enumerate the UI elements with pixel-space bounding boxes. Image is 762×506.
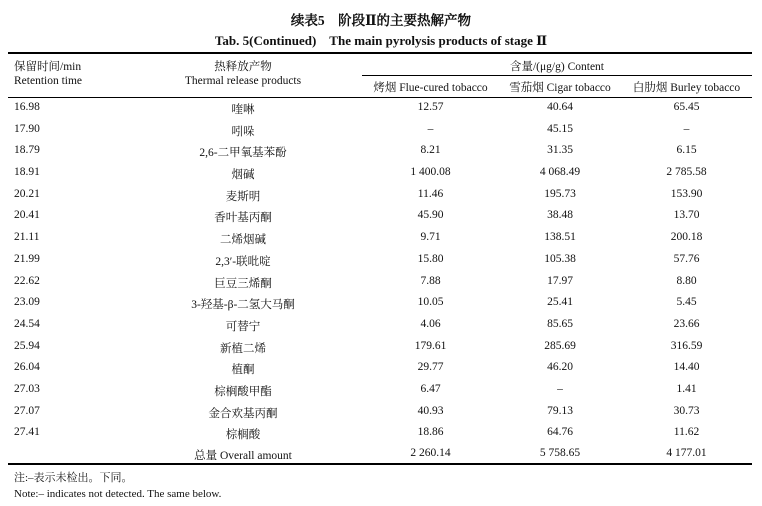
cell-cigar: – [557,382,563,395]
cell-cigar: 45.15 [547,122,573,135]
cell-cigar: 4 068.49 [539,166,581,179]
cell-cigar: 25.41 [547,296,573,309]
cell-retention: 26.04 [14,361,40,374]
table-row [0,292,762,314]
cell-cigar: 40.64 [547,101,573,113]
cell-flue-cured: 15.80 [417,252,444,265]
cell-burley: 200.18 [670,231,703,244]
cell-retention: 18.79 [14,144,40,157]
table-row [0,227,762,249]
cell-product: 烟碱 [231,169,255,182]
cell-burley: 23.66 [673,317,700,330]
cell-flue-cured: 4.06 [420,317,441,330]
cell-retention: 23.09 [14,296,40,309]
cell-burley: 5.45 [676,296,697,309]
content-subrule [362,75,752,76]
cell-flue-cured: 8.21 [420,144,441,157]
cell-retention: 18.91 [14,166,40,179]
table-row [0,97,762,119]
cell-product: 可替宁 [225,320,261,333]
table-row [0,379,762,401]
cell-cigar: 79.13 [547,404,573,417]
cell-burley: 153.90 [670,187,703,200]
table-body [0,97,762,444]
cell-cigar: 31.35 [547,144,573,157]
cell-product: 吲哚 [231,125,255,138]
header-product-en: Thermal release products [184,75,302,87]
table-note-cn: 注:–表示未检出。下同。 [14,472,133,484]
cell-cigar: 195.73 [544,187,576,200]
cell-flue-cured: 12.57 [417,101,444,113]
cell-burley: 57.76 [673,252,700,265]
cell-flue-cured: 179.61 [414,339,447,352]
cell-flue-cured: 11.46 [417,187,444,200]
cell-product: 喹啉 [231,104,255,116]
cell-retention: 27.41 [14,426,40,439]
table-row [0,357,762,379]
total-flue-cured: 2 260.14 [410,447,451,459]
header-burley: 白肋烟 Burley tobacco [632,82,741,94]
header-content: 含量/(μg/g) Content [509,61,604,73]
cell-flue-cured: 1 400.08 [410,166,451,179]
total-burley: 4 177.01 [666,447,707,459]
cell-flue-cured: 7.88 [420,274,441,287]
cell-retention: 21.99 [14,252,40,265]
cell-burley: 1.41 [676,382,697,395]
header-flue-cured: 烤烟 Flue-cured tobacco [373,82,488,94]
cell-product: 3-羟基-β-二氢大马酮 [191,299,295,312]
header-cigar: 雪茄烟 Cigar tobacco [509,82,611,94]
cell-burley: 65.45 [673,101,700,113]
cell-flue-cured: 9.71 [420,231,441,244]
cell-product: 棕榈酸甲酯 [214,385,272,398]
table-row [0,401,762,423]
cell-product: 巨豆三烯酮 [214,277,272,290]
cell-product: 2,3′-联吡啶 [215,255,271,268]
bottom-rule [8,463,752,465]
cell-retention: 20.41 [14,209,40,222]
cell-burley: 14.40 [673,361,700,374]
total-cigar: 5 758.65 [539,447,581,459]
cell-product: 棕榈酸 [225,429,261,442]
table-row [0,249,762,271]
header-product-cn: 热释放产物 [214,61,272,73]
cell-product: 新植二烯 [220,342,266,355]
cell-flue-cured: – [427,122,434,135]
table-row [0,336,762,358]
table-row [0,140,762,162]
cell-product: 香叶基丙酮 [214,212,272,225]
header-retention-en: Retention time [14,75,83,87]
total-label: 总量 Overall amount [194,450,292,462]
cell-cigar: 46.20 [547,361,573,374]
table-row [0,314,762,336]
cell-burley: 11.62 [673,426,700,439]
cell-cigar: 105.38 [544,252,576,265]
cell-cigar: 285.69 [544,339,576,352]
cell-burley: 30.73 [673,404,700,417]
cell-product: 金合欢基丙酮 [208,407,278,420]
cell-retention: 21.11 [14,231,40,244]
cell-cigar: 138.51 [544,231,576,244]
table-row [0,162,762,184]
cell-product: 2,6-二甲氧基苯酚 [199,147,287,160]
cell-burley: 316.59 [670,339,703,352]
cell-burley: 2 785.58 [666,166,707,179]
cell-burley: 8.80 [676,274,697,287]
table-row [0,271,762,293]
cell-retention: 27.07 [14,404,40,417]
cell-cigar: 38.48 [547,209,573,222]
cell-flue-cured: 6.47 [420,382,441,395]
cell-product: 二烯烟碱 [220,234,266,247]
top-rule [8,52,752,54]
cell-cigar: 64.76 [547,426,573,439]
table-row [0,184,762,206]
cell-retention: 17.90 [14,122,40,135]
cell-flue-cured: 29.77 [417,361,444,374]
table-title-cn: 续表5 阶段Ⅱ的主要热解产物 [290,13,472,28]
cell-flue-cured: 40.93 [417,404,444,417]
cell-retention: 27.03 [14,382,40,395]
cell-burley: 13.70 [673,209,700,222]
cell-burley: 6.15 [676,144,697,157]
cell-retention: 24.54 [14,317,40,330]
table-note-en: Note:– indicates not detected. The same below. [14,488,222,500]
cell-product: 植酮 [231,364,255,377]
cell-retention: 16.98 [14,101,40,113]
table-row [0,119,762,141]
cell-cigar: 85.65 [547,317,573,330]
table-row [0,205,762,227]
cell-retention: 25.94 [14,339,40,352]
header-retention-cn: 保留时间/min [14,61,82,73]
cell-burley: – [683,122,690,135]
cell-flue-cured: 18.86 [417,426,444,439]
table-row [0,422,762,444]
cell-flue-cured: 45.90 [417,209,444,222]
cell-retention: 20.21 [14,187,40,200]
cell-cigar: 17.97 [547,274,573,287]
cell-product: 麦斯明 [225,190,261,203]
cell-retention: 22.62 [14,274,40,287]
table-title-en: Tab. 5(Continued) The main pyrolysis products of stage Ⅱ [214,33,548,48]
total-row [0,447,762,463]
cell-flue-cured: 10.05 [417,296,444,309]
